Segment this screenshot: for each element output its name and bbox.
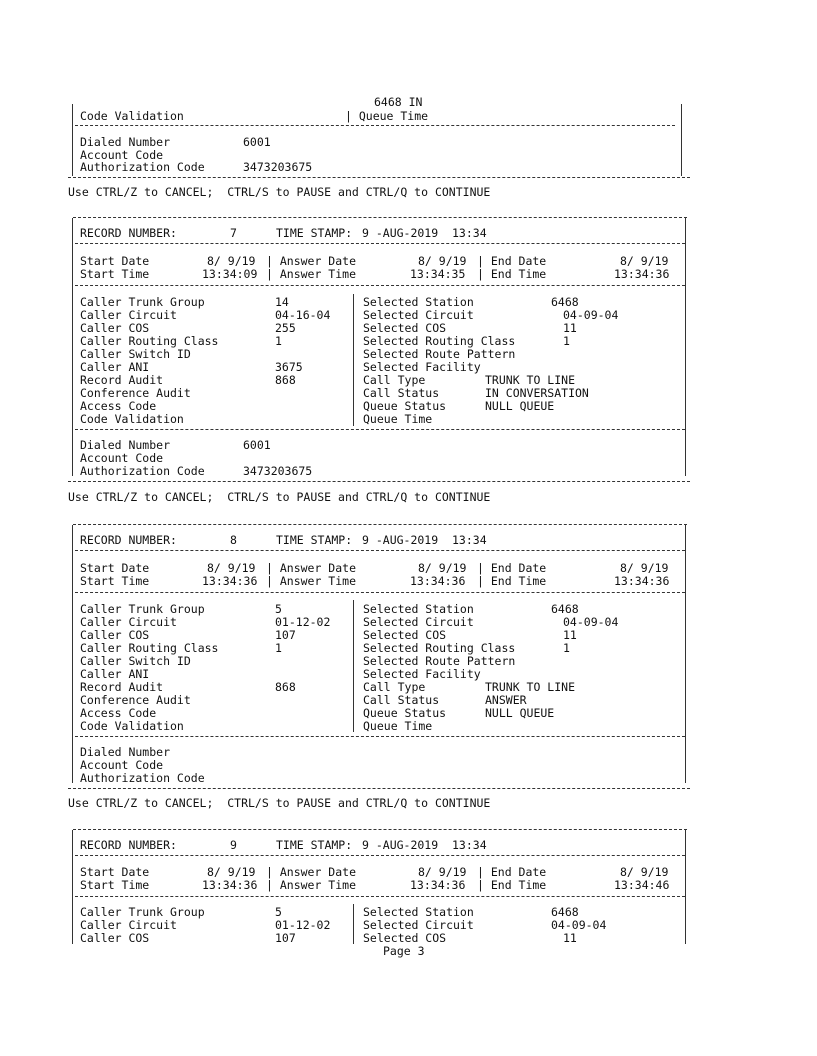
selected-routing-class-label: Selected Routing Class [363,334,516,348]
record-number: 9 [230,838,237,852]
queue-status-label: Queue Status [363,706,447,720]
selected-route-pattern-label: Selected Route Pattern [363,654,516,668]
record-audit: 868 [275,373,296,387]
end-date-label: | End Date [477,561,547,575]
time-stamp-label: TIME STAMP: [276,226,353,240]
border [72,218,73,476]
selected-circuit-label: Selected Circuit [363,615,474,629]
time-stamp: 9 -AUG-2019 13:34 [362,838,487,852]
queue-time-label: Queue Time [363,412,433,426]
account-code-label: Account Code [80,451,164,465]
start-time-label: Start Time [80,878,150,892]
dialed-number-label: Dialed Number [80,135,171,149]
record-number: 7 [230,226,237,240]
record-audit-label: Record Audit [80,680,164,694]
selected-route-pattern-label: Selected Route Pattern [363,347,516,361]
border [72,525,73,783]
access-code-label: Access Code [80,706,157,720]
selected-circuit: 04-09-04 [563,615,619,629]
selected-station: 6468 [551,295,579,309]
divider [68,177,690,178]
call-status-label: Call Status [363,693,440,707]
caller-cos: 255 [275,321,296,335]
end-time: 13:34:36 [614,574,670,588]
call-type-label: Call Type [363,680,426,694]
caller-trunk-group: 14 [275,295,289,309]
start-time: 13:34:36 [202,574,258,588]
time-stamp-label: TIME STAMP: [276,838,353,852]
access-code-label: Access Code [80,399,157,413]
start-date-label: Start Date [80,254,150,268]
caller-trunk-group: 5 [275,905,282,919]
dialed-number-label: Dialed Number [80,438,171,452]
start-time-label: Start Time [80,574,150,588]
prompt-line: Use CTRL/Z to CANCEL; CTRL/S to PAUSE and CTRL/Q to CONTINUE [68,796,491,810]
selected-station: 6468 [551,602,579,616]
border [685,525,686,783]
selected-routing-class: 1 [563,334,570,348]
divider [75,855,685,856]
end-date-label: | End Date [477,865,547,879]
conference-audit-label: Conference Audit [80,693,191,707]
start-time-label: Start Time [80,267,150,281]
authorization-code: 3473203675 [243,464,313,478]
column-separator [353,600,354,732]
call-status: IN CONVERSATION [485,386,589,400]
selected-facility-label: Selected Facility [363,360,481,374]
answer-time-label: | Answer Time [266,267,357,281]
dialed-number: 6001 [243,438,271,452]
selected-circuit-label: Selected Circuit [363,918,474,932]
selected-station-label: Selected Station [363,602,474,616]
record-audit: 868 [275,680,296,694]
caller-routing-class-label: Caller Routing Class [80,641,219,655]
end-date-label: | End Date [477,254,547,268]
queue-status: NULL QUEUE [485,399,555,413]
divider [75,125,675,126]
answer-date-label: | Answer Date [266,254,357,268]
account-code-label: Account Code [80,758,164,772]
end-date: 8/ 9/19 [620,865,669,879]
border [72,830,73,944]
prompt-line: Use CTRL/Z to CANCEL; CTRL/S to PAUSE and CTRL/Q to CONTINUE [68,490,491,504]
answer-date: 8/ 9/19 [418,561,467,575]
caller-circuit: 01-12-02 [275,918,331,932]
account-code-label: Account Code [80,148,164,162]
code-validation-label: Code Validation [80,719,184,733]
answer-date: 8/ 9/19 [418,865,467,879]
caller-routing-class: 1 [275,334,282,348]
caller-cos-label: Caller COS [80,628,150,642]
divider [75,736,685,737]
caller-trunk-group-label: Caller Trunk Group [80,602,205,616]
record-audit-label: Record Audit [80,373,164,387]
end-time-label: | End Time [477,878,547,892]
divider [75,592,685,593]
divider [75,429,685,430]
answer-time: 13:34:36 [410,878,466,892]
call-status: ANSWER [485,693,527,707]
caller-switch-id-label: Caller Switch ID [80,654,191,668]
answer-date: 8/ 9/19 [418,254,467,268]
selected-cos-label: Selected COS [363,321,447,335]
selected-station: 6468 [551,905,579,919]
prompt-line: Use CTRL/Z to CANCEL; CTRL/S to PAUSE and CTRL/Q to CONTINUE [68,185,491,199]
time-stamp: 9 -AUG-2019 13:34 [362,533,487,547]
divider [68,788,690,789]
dialed-number-label: Dialed Number [80,745,171,759]
queue-status: NULL QUEUE [485,706,555,720]
caller-circuit: 01-12-02 [275,615,331,629]
column-separator [353,294,354,426]
divider [73,829,687,830]
record-number-label: RECORD NUMBER: [80,838,177,852]
record-number: 8 [230,533,237,547]
code-validation-label: Code Validation [80,109,184,123]
selected-circuit: 04-09-04 [551,918,607,932]
start-date: 8/ 9/19 [207,254,256,268]
caller-trunk-group: 5 [275,602,282,616]
authorization-code-label: Authorization Code [80,771,205,785]
caller-routing-class: 1 [275,641,282,655]
start-time: 13:34:36 [202,878,258,892]
start-date: 8/ 9/19 [207,865,256,879]
end-time-label: | End Time [477,574,547,588]
divider [75,896,685,897]
selected-cos: 11 [563,628,577,642]
divider [75,285,685,286]
selected-circuit: 04-09-04 [563,308,619,322]
caller-trunk-group-label: Caller Trunk Group [80,905,205,919]
authorization-code-value: 3473203675 [243,160,313,174]
queue-time-label: | Queue Time [345,109,429,123]
selected-station-label: Selected Station [363,295,474,309]
record-number-label: RECORD NUMBER: [80,226,177,240]
page-number: Page 3 [383,944,425,958]
time-stamp-label: TIME STAMP: [276,533,353,547]
caller-cos: 107 [275,628,296,642]
caller-switch-id-label: Caller Switch ID [80,347,191,361]
end-time-label: | End Time [477,267,547,281]
call-status-label: Call Status [363,386,440,400]
selected-cos: 11 [563,931,577,945]
selected-routing-class: 1 [563,641,570,655]
caller-circuit-label: Caller Circuit [80,615,177,629]
divider [73,524,687,525]
column-separator [353,904,354,944]
border [681,104,682,176]
time-stamp: 9 -AUG-2019 13:34 [362,226,487,240]
divider [73,217,687,218]
selected-circuit-label: Selected Circuit [363,308,474,322]
selected-cos: 11 [563,321,577,335]
end-date: 8/ 9/19 [620,254,669,268]
caller-circuit-label: Caller Circuit [80,308,177,322]
conference-audit-label: Conference Audit [80,386,191,400]
end-date: 8/ 9/19 [620,561,669,575]
dialed-number-value: 6001 [243,135,271,149]
answer-date-label: | Answer Date [266,561,357,575]
caller-trunk-group-label: Caller Trunk Group [80,295,205,309]
start-date: 8/ 9/19 [207,561,256,575]
call-type: TRUNK TO LINE [485,373,576,387]
code-validation-label: Code Validation [80,412,184,426]
record-number-label: RECORD NUMBER: [80,533,177,547]
caller-routing-class-label: Caller Routing Class [80,334,219,348]
end-time: 13:34:36 [614,267,670,281]
answer-time-label: | Answer Time [266,878,357,892]
divider [75,550,685,551]
start-date-label: Start Date [80,561,150,575]
selected-routing-class-label: Selected Routing Class [363,641,516,655]
authorization-code-label: Authorization Code [80,464,205,478]
call-type: TRUNK TO LINE [485,680,576,694]
caller-cos: 107 [275,931,296,945]
divider [68,481,690,482]
station-line: 6468 IN [374,95,423,109]
caller-cos-label: Caller COS [80,321,150,335]
answer-time: 13:34:35 [410,267,466,281]
caller-circuit-label: Caller Circuit [80,918,177,932]
answer-date-label: | Answer Date [266,865,357,879]
queue-status-label: Queue Status [363,399,447,413]
call-type-label: Call Type [363,373,426,387]
border [72,104,73,176]
border [685,218,686,476]
selected-cos-label: Selected COS [363,628,447,642]
start-time: 13:34:09 [202,267,258,281]
border [685,830,686,944]
caller-ani-label: Caller ANI [80,360,150,374]
selected-facility-label: Selected Facility [363,667,481,681]
answer-time-label: | Answer Time [266,574,357,588]
caller-ani: 3675 [275,360,303,374]
authorization-code-label: Authorization Code [80,160,205,174]
selected-cos-label: Selected COS [363,931,447,945]
answer-time: 13:34:36 [410,574,466,588]
selected-station-label: Selected Station [363,905,474,919]
queue-time-label: Queue Time [363,719,433,733]
end-time: 13:34:46 [614,878,670,892]
start-date-label: Start Date [80,865,150,879]
divider [75,243,685,244]
caller-circuit: 04-16-04 [275,308,331,322]
caller-cos-label: Caller COS [80,931,150,945]
caller-ani-label: Caller ANI [80,667,150,681]
